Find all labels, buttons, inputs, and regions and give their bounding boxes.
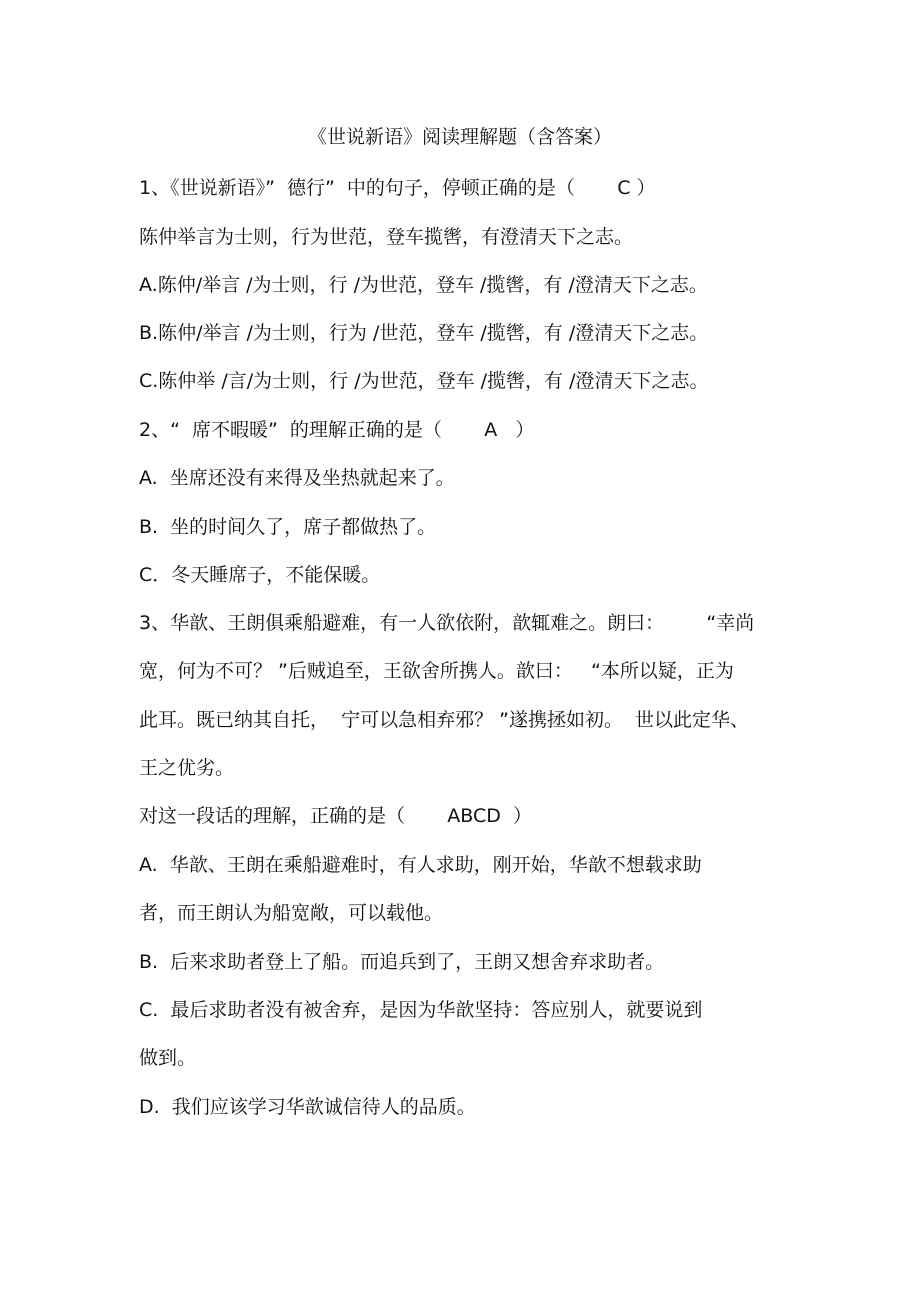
question-3-passage-line: 此耳。既已纳其自托， 宁可以急相弃邪？ ”遂携拯如初。 世以此定华、 — [139, 709, 750, 731]
question-2-option-c: C．冬天睡席子，不能保暖。 — [139, 564, 381, 586]
question-2-option-a: A. 坐席还没有来得及坐热就起来了。 — [139, 467, 455, 489]
question-3-passage-line: 3、华歆、王朗俱乘船避难，有一人欲依附，歆辄难之。朗曰： “幸尚 — [139, 612, 755, 634]
question-1-option-a: A.陈仲/举言 /为士则，行 /为世范，登车 /揽辔，有 /澄清天下之志。 — [139, 274, 708, 296]
question-3-option-d: D. 我们应该学习华歆诚信待人的品质。 — [139, 1096, 476, 1118]
question-3-option-a-cont: 者，而王朗认为船宽敞，可以载他。 — [139, 902, 444, 924]
page-title: 《世说新语》阅读理解题（含答案） — [307, 126, 612, 148]
question-1-stem: 1、《世说新语》” 德行” 中的句子，停顿正确的是（ C ） — [139, 177, 656, 199]
question-2-option-b: B. 坐的时间久了，席子都做热了。 — [139, 516, 437, 538]
question-3-option-b: B. 后来求助者登上了船。而追兵到了，王朗又想舍弃求助者。 — [139, 951, 665, 973]
question-3-passage-line: 王之优劣。 — [139, 757, 235, 779]
question-3-option-a: A. 华歆、王朗在乘船避难时，有人求助，刚开始，华歆不想载求助 — [139, 854, 702, 876]
question-1-option-c: C.陈仲举 /言/为士则，行 /为世范，登车 /揽辔，有 /澄清天下之志。 — [139, 370, 709, 392]
question-1-option-b: B.陈仲/举言 /为士则，行为 /世范，登车 /揽辔，有 /澄清天下之志。 — [139, 322, 709, 344]
question-3-stem: 对这一段话的理解，正确的是（ ABCD ） — [139, 805, 532, 827]
question-3-option-c: C. 最后求助者没有被舍弃，是因为华歆坚持：答应别人，就要说到 — [139, 999, 703, 1021]
question-3-passage-line: 宽，何为不可？ ”后贼追至，王欲舍所携人。歆曰： “本所以疑，正为 — [139, 660, 734, 682]
question-3-option-c-cont: 做到。 — [139, 1047, 197, 1069]
question-1-passage: 陈仲举言为士则，行为世范，登车揽辔，有澄清天下之志。 — [139, 226, 634, 248]
question-2-stem: 2、“ 席不暇暖” 的理解正确的是（ A ） — [139, 419, 535, 441]
